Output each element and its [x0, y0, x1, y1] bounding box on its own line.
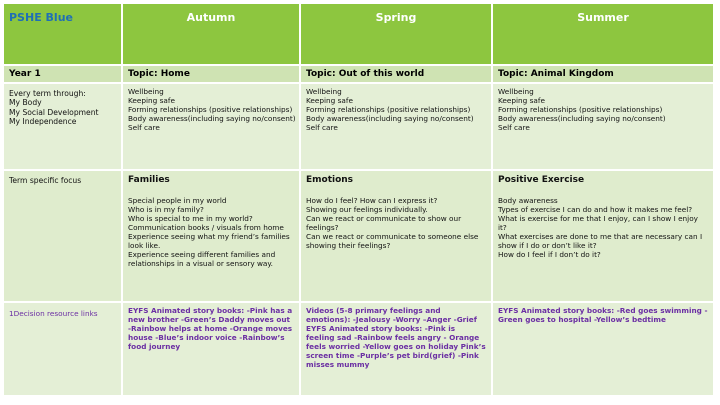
term-focus-autumn	[123, 171, 301, 303]
list-item: Who is in my family?	[128, 205, 204, 214]
column-header-summer: Summer	[493, 4, 715, 66]
column-header-autumn: Autumn	[123, 4, 301, 66]
list-item: How do I feel if I don’t do it?	[498, 250, 601, 259]
list-item: Wellbeing	[498, 87, 534, 96]
list-item: Body awareness(including saying no/consent)	[498, 114, 666, 123]
list-item: Who is special to me in my world?	[128, 214, 253, 223]
list-item: Wellbeing	[128, 87, 164, 96]
every-term-spring	[301, 84, 493, 171]
every-term-label	[4, 84, 123, 171]
list-item: Self care	[306, 123, 338, 132]
term-focus-label: Term specific focus	[4, 171, 123, 303]
list-item: Can we react or communicate to someone else showing their feelings?	[306, 232, 479, 250]
list-item: Keeping safe	[498, 96, 545, 105]
resource-link[interactable]: EYFS Animated story books: -Red goes swimming -Green goes to hospital -Yellow’s bedtime	[498, 306, 708, 324]
list-item: Communication books / visuals from home	[128, 223, 284, 232]
list-item: Special people in my world	[128, 196, 227, 205]
term-focus-spring	[301, 171, 493, 303]
list-item: What is exercise for me that I enjoy, can I show I enjoy it?	[498, 214, 698, 232]
list-item: Forming relationships (positive relationships)	[128, 105, 293, 114]
every-term-line: My Body	[9, 98, 42, 108]
table-title: PSHE Blue	[4, 4, 123, 66]
list-item: Can we react or communicate to show our feelings?	[306, 214, 462, 232]
resource-link[interactable]: EYFS Animated story books: -Pink has a new brother -Green’s Daddy moves out -Rainbow helps at home -Orange moves house -Blue’s indoor voice -Rainbow’s food journey	[128, 306, 293, 351]
resources-autumn	[123, 303, 301, 397]
pshe-table	[4, 4, 715, 397]
list-item: Body awareness	[498, 196, 558, 205]
every-term-line: My Social Development	[9, 107, 99, 117]
term-focus-summer	[493, 171, 715, 303]
list-item: Experience seeing what my friend’s families look like.	[128, 232, 290, 250]
column-header-spring: Spring	[301, 4, 493, 66]
resource-link[interactable]: Videos (5-8 primary feelings and emotions): -Jealousy -Worry –Anger -Grief EYFS Animated story books: -Pink is feeling sad -Rainbow feels angry - Orange feels worried -Yellow goes on holiday Pink’s screen time -Purple’s pet bird(grief) -Pink misses mummy	[306, 306, 486, 369]
list-item: Wellbeing	[306, 87, 342, 96]
every-term-line: Every term through:	[9, 89, 86, 98]
list-item: Forming relationships (positive relationships)	[498, 105, 663, 114]
list-item: Showing our feelings individually.	[306, 205, 428, 214]
topic-spring: Topic: Out of this world	[301, 66, 493, 84]
list-item: How do I feel? How can I express it?	[306, 196, 438, 205]
list-item: Types of exercise I can do and how it makes me feel?	[498, 205, 693, 214]
topic-autumn: Topic: Home	[123, 66, 301, 84]
list-item: Body awareness(including saying no/consent)	[306, 114, 474, 123]
list-item: Keeping safe	[306, 96, 353, 105]
focus-title: Emotions	[306, 175, 354, 185]
list-item: Experience seeing different families and relationships in a visual or sensory way.	[128, 250, 276, 268]
list-item: Forming relationships (positive relationships)	[306, 105, 471, 114]
resource-links-label: 1Decision resource links	[4, 303, 123, 397]
list-item: Self care	[128, 123, 160, 132]
focus-title: Families	[128, 175, 170, 185]
year-label: Year 1	[4, 66, 123, 84]
every-term-line: My Independence	[9, 117, 77, 127]
resources-spring	[301, 303, 493, 397]
list-item: Self care	[498, 123, 530, 132]
focus-title: Positive Exercise	[498, 175, 585, 185]
every-term-summer	[493, 84, 715, 171]
every-term-autumn	[123, 84, 301, 171]
list-item: What exercises are done to me that are necessary can I show if I do or don’t like it?	[498, 232, 703, 250]
resources-summer	[493, 303, 715, 397]
list-item: Body awareness(including saying no/consent)	[128, 114, 296, 123]
topic-summer: Topic: Animal Kingdom	[493, 66, 715, 84]
list-item: Keeping safe	[128, 96, 175, 105]
